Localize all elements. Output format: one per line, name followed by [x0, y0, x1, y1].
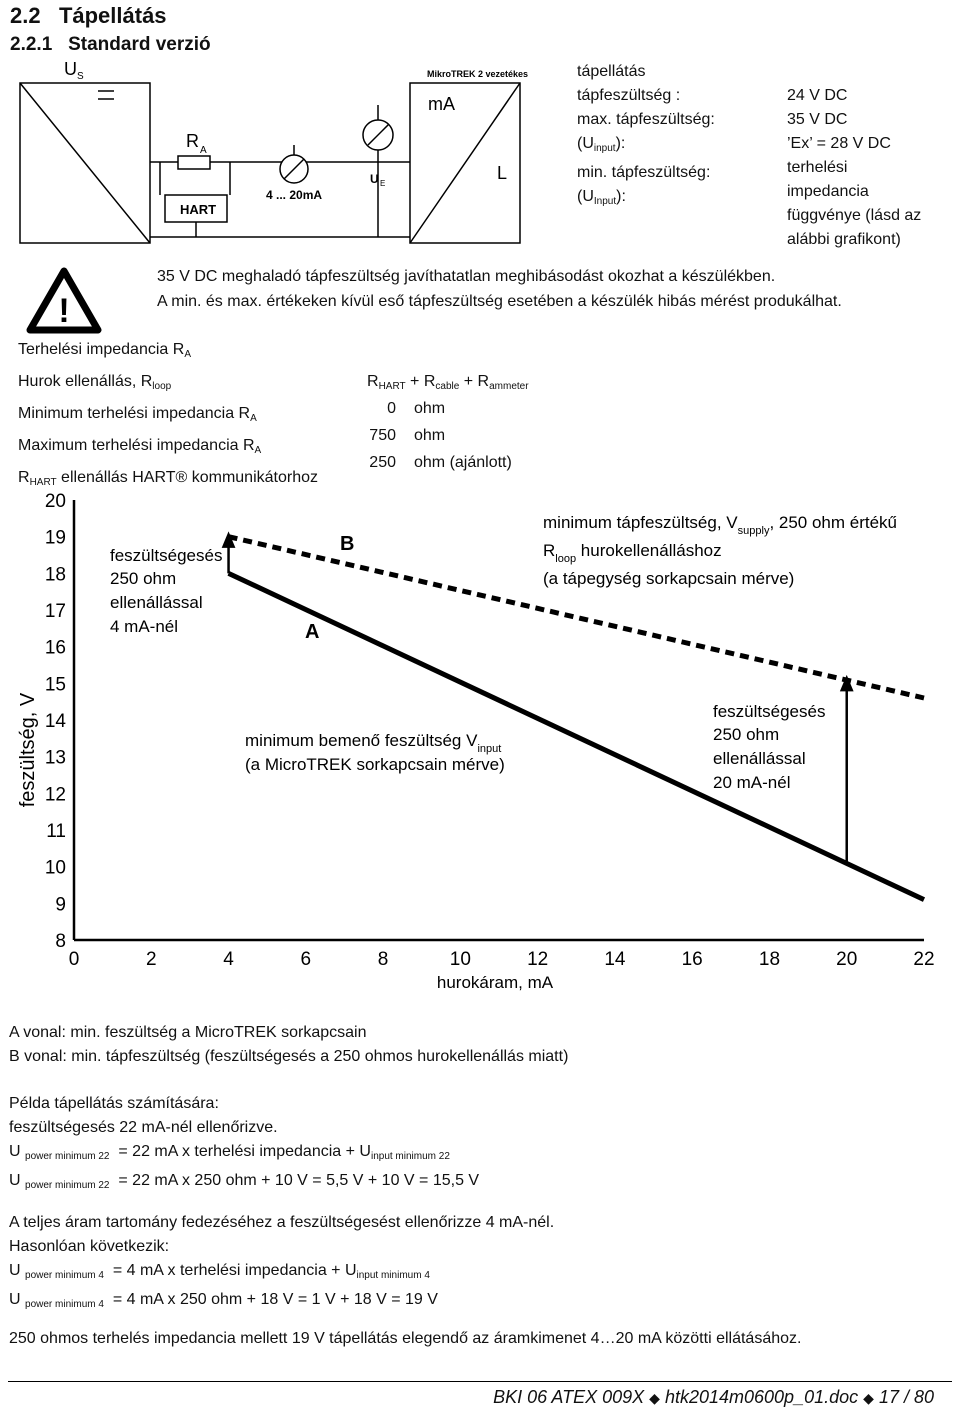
x-tick-label: 22 [913, 949, 935, 970]
supply-spec-values [787, 84, 921, 252]
wiring-diagram [0, 55, 560, 265]
load-value: 250 [369, 454, 396, 471]
us-label: U [64, 59, 77, 79]
y-tick-label: 10 [44, 857, 66, 879]
y-tick-label: 11 [46, 821, 66, 842]
y-tick-label: 15 [44, 674, 66, 696]
supply-voltage-chart [0, 480, 960, 1000]
series-a-label: A [305, 621, 320, 643]
y-tick-label: 16 [44, 637, 66, 659]
right-annotation-line: feszültségesés [713, 702, 826, 721]
y-tick-label: 20 [44, 491, 66, 512]
x-tick-label: 6 [300, 949, 312, 970]
supply-spec-labels [577, 60, 715, 214]
load-row-label: Minimum terhelési impedancia $R_A$ [18, 405, 257, 424]
load-value: 750 [369, 427, 396, 444]
right-annotation-line: 250 ohm [713, 725, 780, 744]
spec-label: $(U_{input})$: [577, 135, 626, 154]
load-units [414, 395, 512, 476]
spec-value: 35 V DC [787, 111, 848, 128]
equation-3: U $_{power minimum 4}$ = 4 mA x terhelési impedancia + $U_{input minimum 4}$ [9, 1262, 430, 1281]
l-label: L [497, 163, 508, 183]
top-note-line2: $R_{loop}$ hurokellenálláshoz [543, 541, 722, 565]
conclusion-text: 250 ohmos terhelés impedancia mellett 19 V tápellátás elegendő az áramkimenet 4…20 mA közötti ellátásához. [9, 1330, 802, 1347]
right-annotation-line: 20 mA-nél [713, 773, 791, 792]
x-tick-label: 14 [604, 949, 626, 970]
left-annotation-line: 250 ohm [110, 569, 177, 588]
load-unit: ohm [414, 427, 446, 444]
series-b-line [229, 537, 924, 698]
right-annotation-line: ellenállással [713, 749, 806, 768]
load-unit: ohm [414, 400, 446, 417]
x-axis-label: hurokáram, mA [436, 973, 554, 992]
load-loop-formula: $R_{HART} + R_{cable} + R_{ammeter}$ [367, 373, 529, 392]
x-tick-label: 16 [681, 949, 703, 970]
x-tick-label: 12 [527, 949, 549, 970]
warning-text [157, 264, 842, 314]
load-row-label: $R_{HART}$ ellenállás HART® kommunikátorhoz [18, 469, 318, 488]
ue-label: U [370, 172, 379, 186]
subsection-title: Standard verzió [68, 34, 211, 55]
mid-note-line2: (a MicroTREK sorkapcsain mérve) [245, 755, 505, 774]
y-tick-label: 18 [44, 564, 66, 586]
y-tick-label: 9 [55, 894, 66, 916]
ra-label: R [186, 131, 199, 151]
line-notes [9, 1021, 568, 1069]
spec-value: terhelési [787, 159, 848, 176]
svg-text:!: ! [58, 292, 70, 330]
load-unit: ohm (ajánlott) [414, 454, 512, 471]
warning-line: A min. és max. értékeken kívül eső tápfeszültség esetében a készülék hibás mérést produkálhat. [157, 293, 842, 310]
subsection-number: 2.2.1 [10, 34, 53, 55]
load-row-label: Hurok ellenállás, $R_{loop}$ [18, 373, 172, 392]
x-tick-label: 8 [377, 949, 389, 970]
x-tick-label: 2 [145, 949, 157, 970]
subsection-heading [10, 34, 211, 56]
y-axis-label: feszültség, V [17, 692, 39, 808]
x-tick-label: 18 [758, 949, 781, 970]
full-range-text: A teljes áram tartomány fedezéséhez a feszültségesést ellenőrizze 4 mA-nél. [9, 1214, 555, 1231]
hart-label: HART [180, 202, 217, 217]
spec-label: tápfeszültség : [577, 87, 681, 104]
note-b-line: B vonal: min. tápfeszültség (feszültségesés a 250 ohmos hurokellenállás miatt) [9, 1048, 569, 1065]
example-block [9, 1092, 479, 1198]
diamond-icon: ◆ [863, 1390, 874, 1406]
y-tick-label: 12 [44, 784, 66, 806]
example-text: feszültségesés 22 mA-nél ellenőrizve. [9, 1119, 278, 1136]
load-row-label: Maximum terhelési impedancia $R_A$ [18, 437, 262, 456]
footer-filename: htk2014m0600p_01.doc [664, 1387, 859, 1407]
spec-label: max. tápfeszültség: [577, 111, 715, 128]
load-table-labels [18, 368, 318, 496]
warning-line: 35 V DC meghaladó tápfeszültség javíthatatlan meghibásodást okozhat a készülékben. [157, 268, 776, 285]
top-note-line1: minimum tápfeszültség, $V_{supply}$, 250 ohm értékű [543, 513, 898, 537]
y-tick-label: 13 [44, 747, 66, 769]
note-a-line: A vonal: min. feszültség a MicroTREK sorkapcsain [9, 1024, 367, 1041]
spec-value: 24 V DC [787, 87, 848, 104]
load-table-title: Terhelési impedancia $R_A$ [18, 341, 191, 360]
footer-doc-id: BKI 06 ATEX 009X [493, 1387, 645, 1407]
y-tick-label: 17 [44, 601, 66, 622]
y-tick-label: 19 [44, 527, 66, 549]
diamond-icon: ◆ [649, 1390, 660, 1406]
mid-note-line1: minimum bemenő feszültség $V_{input}$ [245, 731, 502, 755]
current-range-label: 4 ... 20mA [266, 188, 323, 202]
example-title: Példa tápellátás számítására: [9, 1095, 219, 1112]
equation-2: U $_{power minimum 22}$ = 22 mA x 250 ohm + 10 V = 5,5 V + 10 V = 15,5 V [9, 1172, 480, 1191]
y-tick-label: 14 [44, 711, 66, 732]
load-value: 0 [387, 400, 396, 417]
x-tick-label: 4 [223, 949, 234, 970]
spec-label: min. tápfeszültség: [577, 164, 711, 181]
equation-4: U $_{power minimum 4}$ = 4 mA x 250 ohm + 18 V = 1 V + 18 V = 19 V [9, 1291, 438, 1310]
section-number: 2.2 [10, 3, 41, 28]
top-note-line3: (a tápegység sorkapcsain mérve) [543, 569, 795, 588]
x-tick-label: 0 [68, 949, 80, 970]
section-title: Tápellátás [58, 3, 167, 28]
left-annotation-line: feszültségesés [110, 546, 223, 565]
spec-label: $(U_{Input})$: [577, 188, 626, 207]
spec-label: tápellátás [577, 63, 646, 80]
ma-label: mA [428, 94, 455, 114]
ue-sub: E [380, 179, 386, 188]
device-title: MikroTREK 2 vezetékes [427, 69, 529, 79]
footer-page-number: 17 / 80 [878, 1387, 934, 1407]
spec-value: impedancia [787, 183, 869, 200]
load-values [360, 395, 396, 476]
x-tick-label: 20 [836, 949, 858, 970]
equation-1: U $_{power minimum 22}$ = 22 mA x terhelési impedancia + $U_{input minimum 22}$ [9, 1143, 450, 1162]
footer [493, 1387, 934, 1408]
similarly-text: Hasonlóan következik: [9, 1238, 170, 1255]
series-b-label: B [340, 533, 355, 555]
spec-value: ’Ex’ = 28 V DC [787, 135, 891, 152]
footer-divider [8, 1381, 952, 1382]
left-annotation-line: 4 mA-nél [110, 617, 179, 636]
spec-value: alábbi grafikont) [787, 231, 901, 248]
section-heading [10, 3, 167, 29]
ra-sub: A [200, 145, 207, 156]
y-tick-label: 8 [55, 931, 66, 952]
x-tick-label: 10 [449, 949, 471, 970]
spec-value: függvénye (lásd az [787, 207, 922, 224]
range-block [9, 1211, 554, 1317]
left-annotation-line: ellenállással [110, 593, 203, 612]
us-sub: S [77, 71, 84, 82]
warning-icon [26, 266, 102, 334]
